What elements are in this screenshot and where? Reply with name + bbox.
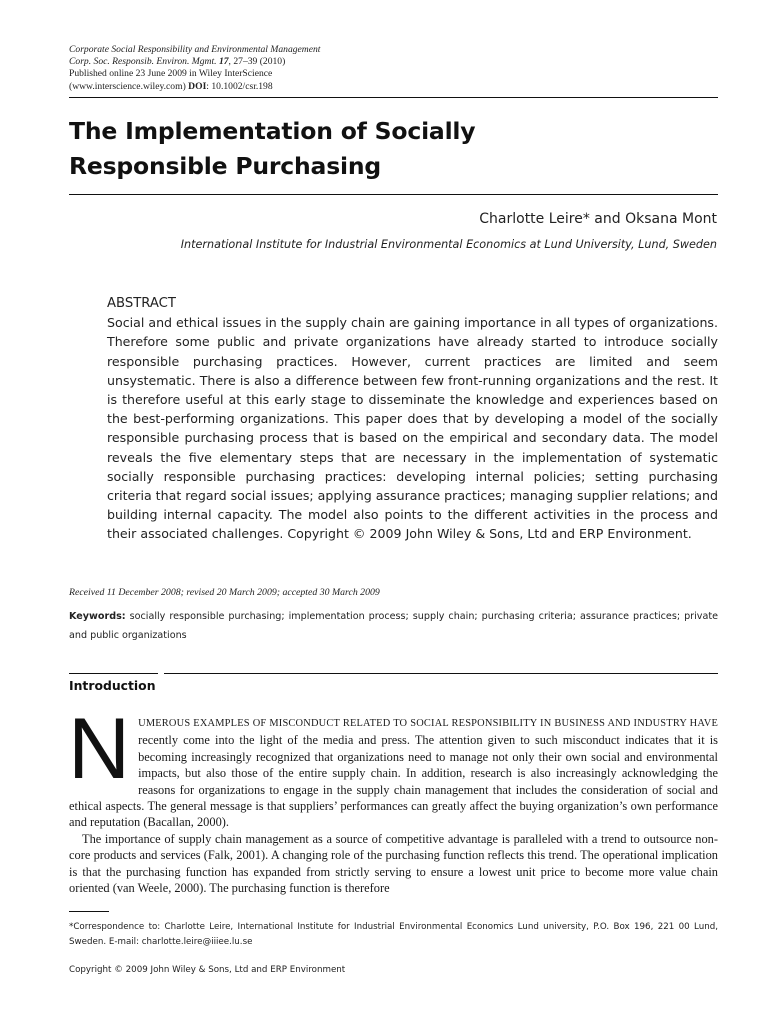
intro-paragraph-2: The importance of supply chain management as a source of competitive advantage is paralleled with a trend to outsource non-core products and services (Falk, 2001). A changing role of the purchasing function reflects this trend. The operational implication is that the purchasing function has expanded from strictly serving to ensure a lowest unit price to become more value chain oriented (van Weele, 2000). The purchasing function is therefore [69, 831, 718, 896]
title-line-2: Responsible Purchasing [69, 152, 382, 180]
introduction-heading: Introduction [69, 678, 156, 693]
intro-paragraph-1 [68, 701, 718, 831]
journal-url[interactable]: (www.interscience.wiley.com) [69, 80, 186, 92]
abstract-section [107, 294, 718, 544]
top-rule [69, 97, 718, 98]
footnote-rule [69, 911, 109, 912]
intro-lead: UMEROUS EXAMPLES OF MISCONDUCT RELATED TO SOCIAL RESPONSIBILITY IN BUSINESS AND INDUSTRY HAVE [138, 718, 718, 729]
intro-paragraph-1-text: recently come into the light of the media and press. The attention given to such misconduct indicates that it is becoming increasingly recognized that organizations need to manage not only their own social and environmental impacts, but also those of the entire supply chain. In addition, research is also increasingly acknowledging the reasons for organizations to engage in the supply chain management that includes the consideration of social and ethical aspects. The general message is that suppliers’ performances can greatly affect the buying organization’s own performance and reputation (Bacallan, 2000). [69, 733, 718, 830]
doi-value[interactable]: : 10.1002/csr.198 [206, 80, 273, 92]
abstract-text: Social and ethical issues in the supply chain are gaining importance in all types of organizations. Therefore some public and private organizations have already started to introduce socially responsible purchasing practices. However, current practices are limited and seem unsystematic. There is also a difference between few front-running organizations and the rest. It is therefore useful at this early stage to disseminate the knowledge and experiences based on the best-performing organizations. This paper does that by developing a model of the socially responsible purchasing process that is based on the empirical and secondary data. The model reveals the five elementary steps that are necessary in the implementation of systematic socially responsible purchasing practices: developing internal policies; setting purchasing criteria that regard social issues; applying assurance practices; managing supplier relations; and building internal capacity. The model also points to the different activities in the process and their associated challenges. Copyright © 2009 John Wiley & Sons, Ltd and ERP Environment. [107, 315, 718, 542]
keywords-text: socially responsible purchasing; implementation process; supply chain; purchasing criteria; assurance practices; private and public organizations [69, 611, 718, 641]
intro-rule-right [164, 673, 718, 674]
pages: , 27–39 (2010) [228, 56, 286, 68]
drop-cap: N [68, 701, 131, 797]
abstract-heading: ABSTRACT [107, 296, 176, 311]
intro-rule-left [69, 673, 158, 674]
published-line: Published online 23 June 2009 in Wiley InterScience [69, 68, 273, 80]
volume: 17 [218, 56, 229, 68]
article-title [69, 114, 475, 184]
keywords-label: Keywords: [69, 611, 126, 622]
copyright-line: Copyright © 2009 John Wiley & Sons, Ltd and ERP Environment [69, 965, 346, 975]
title-line-1: The Implementation of Socially [69, 117, 476, 145]
doi-label: DOI [188, 80, 207, 92]
keywords [69, 607, 718, 645]
affiliation: International Institute for Industrial Environmental Economics at Lund University, Lund, Sweden [180, 238, 717, 251]
introduction-body [68, 701, 718, 896]
citation-abbr: Corp. Soc. Responsib. Environ. Mgmt. [69, 56, 217, 68]
authors: Charlotte Leire* and Oksana Mont [479, 211, 717, 227]
doi-line [69, 81, 320, 93]
correspondence-footnote: *Correspondence to: Charlotte Leire, International Institute for Industrial Environmental Economics Lund university, P.O. Box 196, 221 00 Lund, Sweden. E-mail: charlotte.leire@iiiee.lu.se [69, 922, 718, 947]
journal-name: Corporate Social Responsibility and Environmental Management [69, 44, 321, 55]
journal-citation [69, 56, 320, 68]
received-dates: Received 11 December 2008; revised 20 March 2009; accepted 30 March 2009 [69, 587, 380, 598]
title-rule [69, 194, 718, 195]
journal-header [69, 44, 320, 93]
